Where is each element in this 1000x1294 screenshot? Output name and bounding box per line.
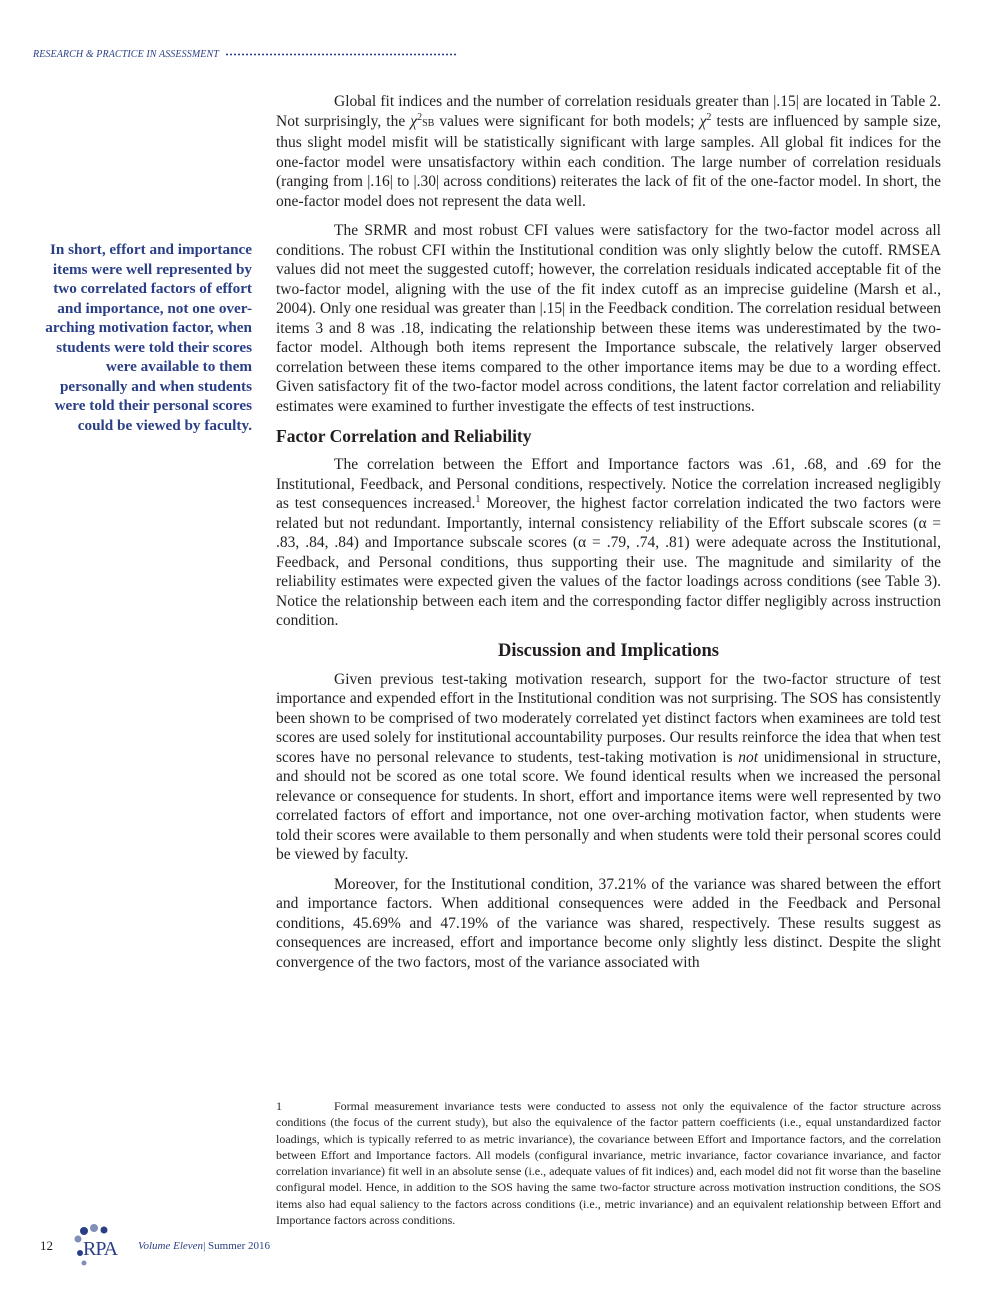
footnote-marker[interactable]: 1 (475, 493, 481, 505)
section-heading-factor-correlation: Factor Correlation and Reliability (276, 426, 532, 446)
paragraph-srmr: The SRMR and most robust CFI values were satisfactory for the two-factor model across all conditions. The robust CFI within the Institutional condition was only slightly below the cutoff. RMSEA values did not meet the suggested cutoff; however, the correlation residuals indicated acceptable fit of the two-factor model, aligning with the use of the fit index cutoff as an imprecise guideline (Marsh et al., 2004). Only one residual was greater than |.15| in the Feedback condition. The correlation residual between items 3 and 8 was .18, indicating the relationship between these items was underestimated by the two-factor model. Although both items represent the Importance subscale, the relatively larger observed correlation between these items compared to the other importance items may be due to a wording effect. Given satisfactory fit of the two-factor model across conditions, the latent factor correlation and reliability estimates were examined to further investigate the effects of test instructions. (276, 222, 941, 415)
page-number: 12 (40, 1238, 53, 1253)
pull-quote: In short, effort and importance items were well represented by two correlated factors of effort and importance, not one over-arching motivation factor, when students were told their scores were available to them personally and when students were told their personal scores could be viewed by faculty. (45, 241, 252, 434)
article-body (276, 92, 941, 982)
paragraph-discussion-1: Given previous test-taking motivation research, support for the two-factor structure of test importance and expended effort in the Institutional condition was not surprising. The SOS has consistently been shown to be comprised of two moderately correlated yet distinct factors when examinees are told test scores are used solely for institutional accountability purposes. Our results reinforce the idea that when test scores have no personal relevance to students, test-taking motivation is not unidimensional in structure, and should not be scored as one total score. We found identical results when we increased the personal relevance or consequence for students. In short, effort and importance items were well represented by two correlated factors of effort and importance, not one over-arching motivation factor, when students were told their scores were available to them personally and when students were told their personal scores could be viewed by faculty. (276, 670, 941, 863)
rpa-logo (70, 1223, 130, 1269)
footnote-number: 1 (276, 1099, 282, 1113)
running-header (33, 49, 457, 60)
section-heading-discussion: Discussion and Implications (497, 640, 720, 661)
paragraph-discussion-2: Moreover, for the Institutional condition, 37.21% of the variance was shared between the effort and importance factors. When additional consequences were added in the Feedback and Personal conditions, 45.69% and 47.19% of the variance was shared, respectively. These results suggest as consequences are increased, effort and importance become only slightly less distinct. Despite the slight convergence of the two factors, most of the variance associated with (276, 875, 941, 971)
running-title: RESEARCH & PRACTICE IN ASSESSMENT (33, 49, 219, 60)
paragraph-factor-correlation: The correlation between the Effort and Importance factors was .61, .68, and .69 for the Institutional, Feedback, and Personal conditions, respectively. Notice the correlation increased negligibly as test consequences increased.$^1$ Moreover, the highest factor correlation indicated the two factors were related but not redundant. Importantly, internal consistency reliability of the Effort subscale scores (α = .83, .84, .84) and Importance subscale scores (α = .79, .74, .81) were adequate across the Institutional, Feedback, and Personal conditions, thus supporting their use. The magnitude and similarity of the reliability estimates were expected given the values of the factor loadings across conditions (see Table 3). Notice the relationship between each item and the corresponding factor differ negligibly across instruction condition. (276, 456, 941, 629)
volume-info: Volume Eleven| Summer 2016 (138, 1240, 271, 1252)
paragraph-global-fit: Global fit indices and the number of correlation residuals greater than |.15| are located in Table 2. Not surprisingly, the $\chi^2SB$ values were significant for both models; $\chi^2$ tests are influenced by sample size, thus slight model misfit will be statistically significant with large samples. All global fit indices for the one-factor model were unsatisfactory within each condition. The large number of correlation residuals (ranging from |.16| to |.30| across conditions) reiterates the lack of fit of the one-factor model. In short, the one-factor model does not represent the data well. (276, 93, 941, 210)
footnote-text: Formal measurement invariance tests were conducted to assess not only the equivalence of the factor structure across conditions (the focus of the current study), but also the equivalence of the factor pattern coefficients (i.e., equal unstandardized factor loadings, which is typically referred to as metric invariance), the covariance between Effort and Importance factors, and the correlation between Effort and Importance factors. All models (configural invariance, metric invariance, factor covariance invariance, and factor correlation invariance) fit well in an absolute sense (i.e., adequate values of fit indices) and, each model did not fit worse than the baseline configural model. Hence, in addition to the SOS having the same two-factor structure across motivation instruction conditions, the SOS items also had equal saliency to the factors across conditions (i.e., metric invariance) and an equivalent relationship between Effort and Importance factors across conditions. (276, 1099, 941, 1228)
page-footer (40, 1216, 270, 1276)
header-dotted-rule (225, 53, 457, 56)
logo-text: RPA (83, 1238, 118, 1260)
footnote (276, 1098, 941, 1228)
